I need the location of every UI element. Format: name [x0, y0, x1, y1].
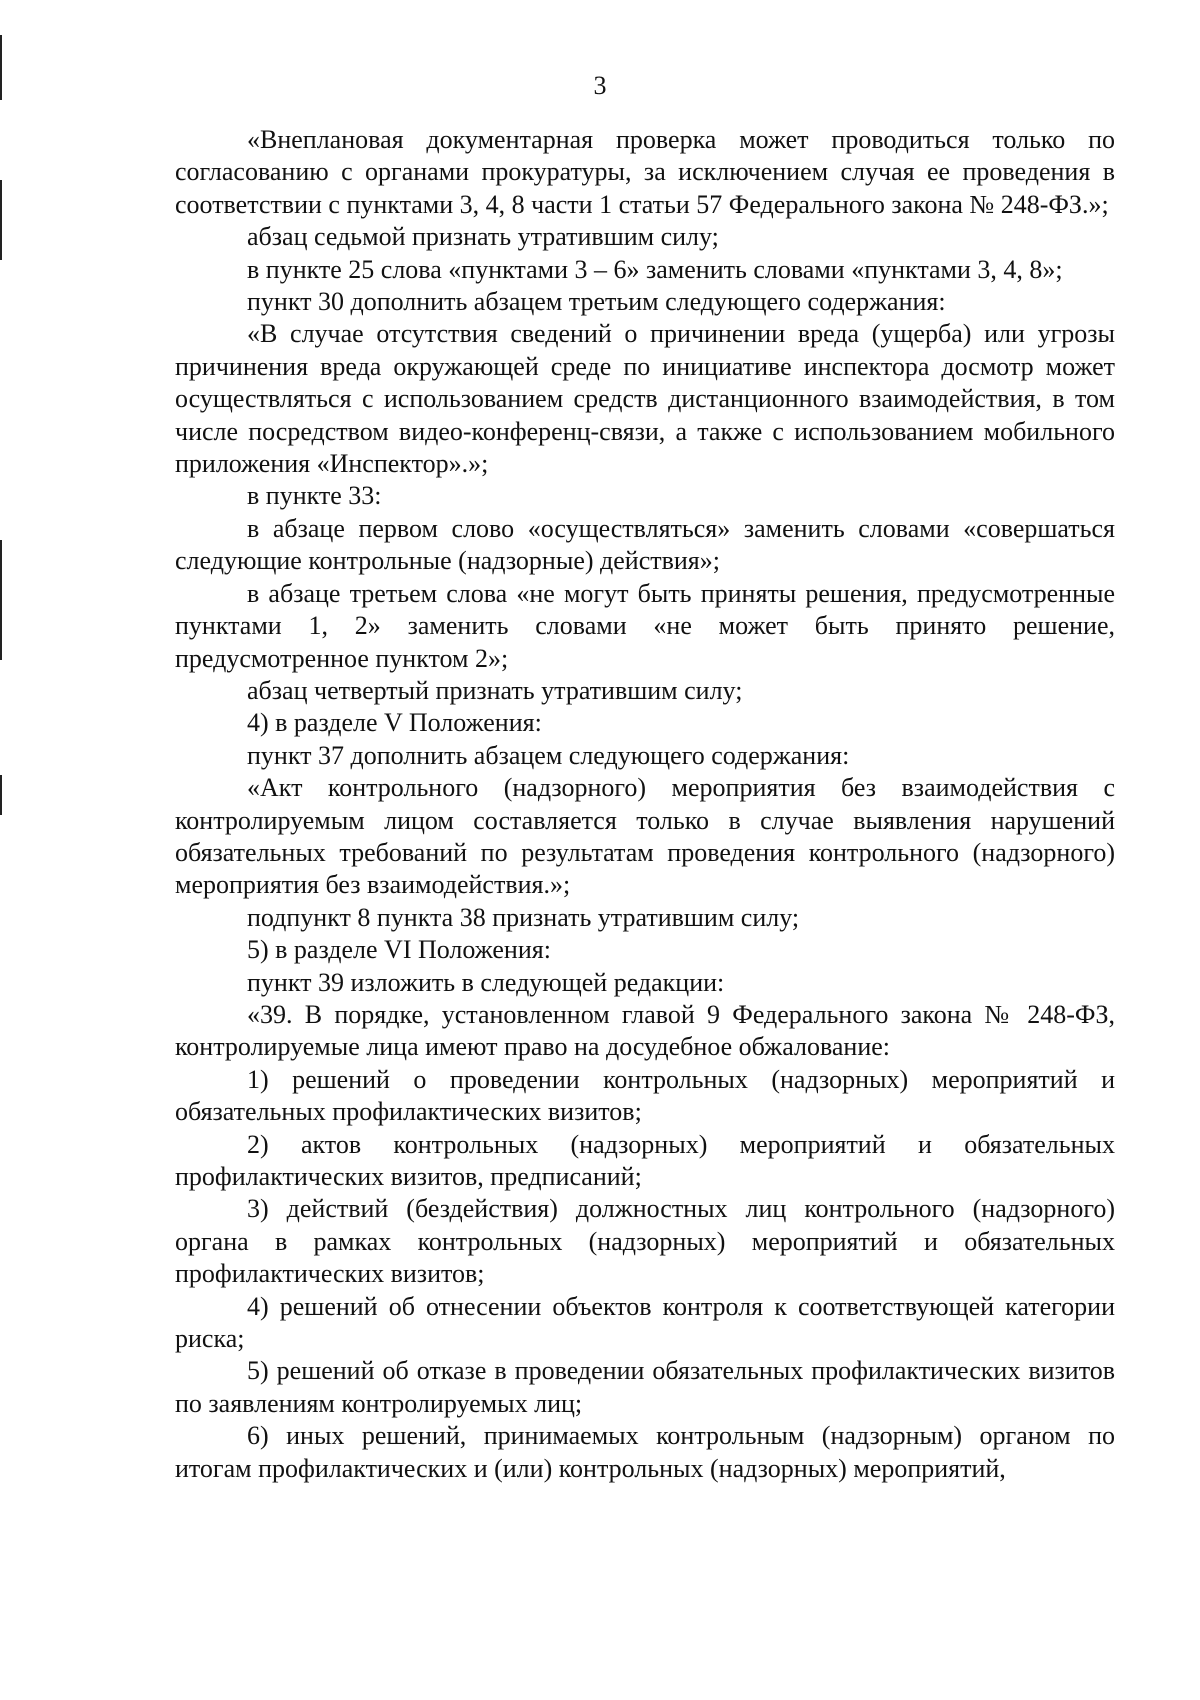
- scan-edge-mark: [0, 540, 2, 660]
- paragraph: пункт 30 дополнить абзацем третьим следующего содержания:: [247, 287, 946, 317]
- paragraph: в пункте 33:: [247, 481, 382, 511]
- paragraph: подпункт 8 пункта 38 признать утратившим силу;: [247, 902, 800, 932]
- document-body: [175, 124, 1115, 1485]
- paragraph: «Внеплановая документарная проверка может проводиться только по согласованию с органами прокуратуры, за исключением случая ее проведения в соответствии с пунктами 3, 4, 8 части 1 статьи 57 Федерального закона № 248-ФЗ.»;: [175, 125, 1115, 219]
- paragraph: пункт 39 изложить в следующей редакции:: [247, 967, 725, 997]
- scan-edge-mark: [0, 180, 2, 260]
- paragraph: 5) в разделе VI Положения:: [247, 935, 551, 965]
- paragraph: 4) в разделе V Положения:: [247, 708, 542, 738]
- paragraph: в абзаце третьем слова «не могут быть приняты решения, предусмотренные пунктами 1, 2» заменить словами «не может быть принято решение, предусмотренное пунктом 2»;: [175, 578, 1115, 673]
- paragraph: в пункте 25 слова «пунктами 3 – 6» заменить словами «пунктами 3, 4, 8»;: [247, 254, 1063, 284]
- page-number: 3: [593, 71, 607, 100]
- paragraph: 6) иных решений, принимаемых контрольным (надзорным) органом по итогам профилактических и (или) контрольных (надзорных) мероприятий,: [175, 1421, 1115, 1483]
- paragraph: 1) решений о проведении контрольных (надзорных) мероприятий и обязательных профилактических визитов;: [175, 1064, 1115, 1127]
- paragraph: абзац седьмой признать утратившим силу;: [247, 222, 719, 252]
- paragraph: абзац четвертый признать утратившим силу;: [247, 675, 743, 705]
- paragraph: в абзаце первом слово «осуществляться» заменить словами «совершаться следующие контрольные (надзорные) действия»;: [175, 513, 1115, 576]
- paragraph: 5) решений об отказе в проведении обязательных профилактических визитов по заявлениям контролируемых лиц;: [175, 1356, 1115, 1418]
- paragraph: 2) актов контрольных (надзорных) мероприятий и обязательных профилактических визитов, предписаний;: [175, 1129, 1115, 1191]
- paragraph: «39. В порядке, установленном главой 9 Федерального закона № 248-ФЗ, контролируемые лица имеют право на досудебное обжалование:: [175, 999, 1115, 1062]
- paragraph: «Акт контрольного (надзорного) мероприятия без взаимодействия с контролируемым лицом составляется только в случае выявления нарушений обязательных требований по результатам проведения контрольного (надзорного) мероприятия без взаимодействия.»;: [175, 773, 1115, 900]
- paragraph: 3) действий (бездействия) должностных лиц контрольного (надзорного) органа в рамках контрольных (надзорных) мероприятий и обязательных профилактических визитов;: [175, 1194, 1115, 1289]
- scan-edge-mark: [0, 775, 2, 815]
- paragraph: 4) решений об отнесении объектов контроля к соответствующей категории риска;: [175, 1291, 1115, 1354]
- paragraph: «В случае отсутствия сведений о причинении вреда (ущерба) или угрозы причинения вреда окружающей среде по инициативе инспектора досмотр может осуществляться с использованием средств дистанционного взаимодействия, в том числе посредством видео-конференц-связи, а также с использованием мобильного приложения «Инспектор».»;: [175, 319, 1115, 479]
- paragraph: пункт 37 дополнить абзацем следующего содержания:: [247, 740, 850, 770]
